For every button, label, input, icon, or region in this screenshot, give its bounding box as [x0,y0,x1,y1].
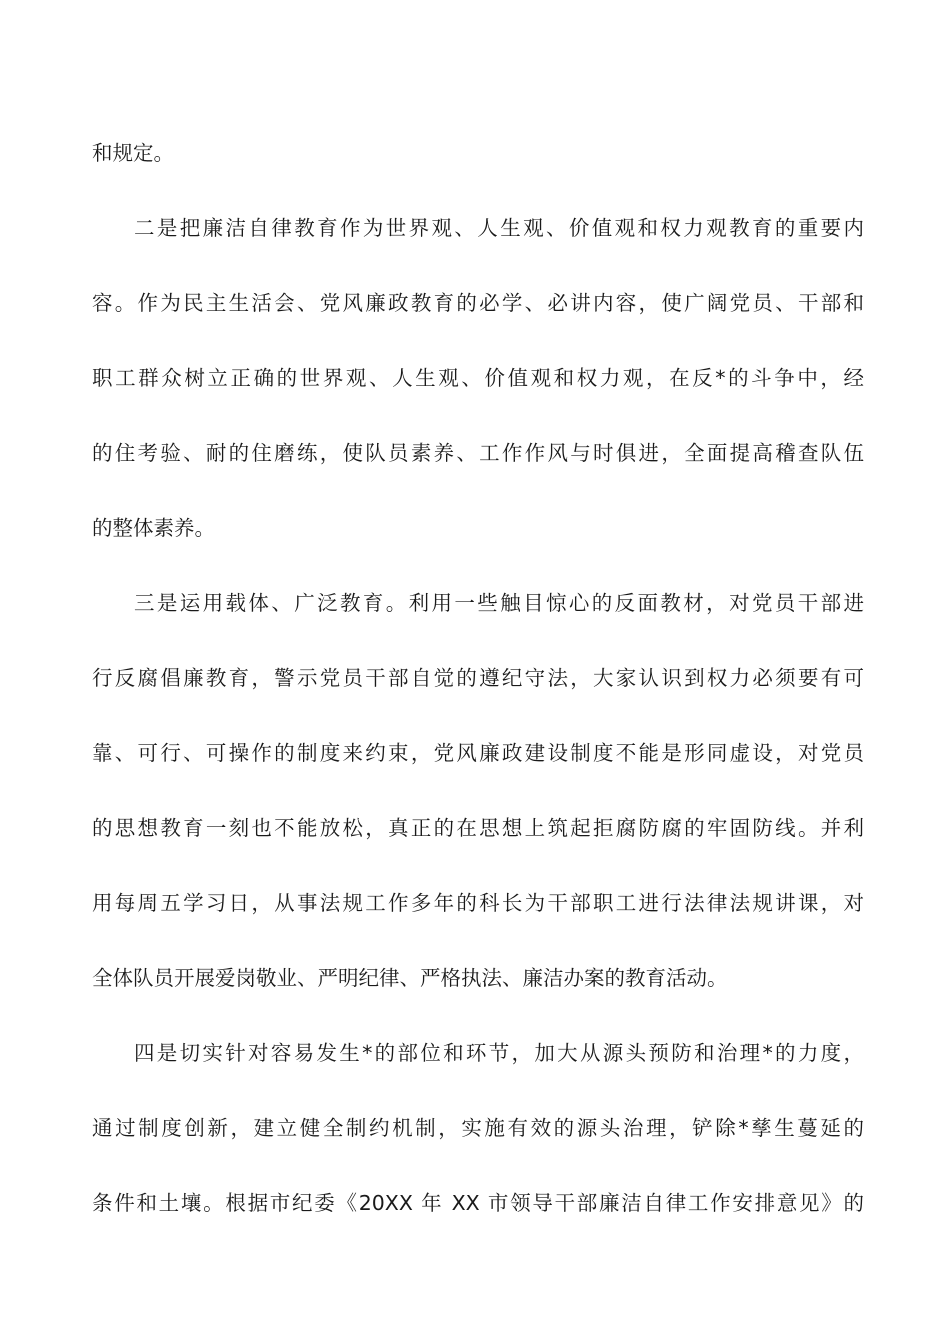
text-line: 的整体素养。 [92,516,215,540]
text-line: 全体队员开展爱岗敬业、严明纪律、严格执法、廉洁办案的教育活动。 [92,966,728,990]
paragraph-first-line: 三是运用载体、广泛教育。利用一些触目惊心的反面教材，对党员干部进 [134,591,864,615]
text-line: 的住考验、耐的住磨练，使队员素养、工作作风与时俱进，全面提高稽查队伍 [92,441,864,465]
text-line: 的思想教育一刻也不能放松，真正的在思想上筑起拒腐防腐的牢固防线。并利 [92,816,864,840]
text-line: 条件和土壤。根据市纪委《20XX 年 XX 市领导干部廉洁自律工作安排意见》的 [92,1191,864,1215]
paragraph-first-line: 四是切实针对容易发生*的部位和环节，加大从源头预防和治理*的力度， [134,1041,864,1065]
text-line: 用每周五学习日，从事法规工作多年的科长为干部职工进行法律法规讲课，对 [92,891,864,915]
text-line: 靠、可行、可操作的制度来约束，党风廉政建设制度不能是形同虚设，对党员 [92,741,864,765]
text-line: 容。作为民主生活会、党风廉政教育的必学、必讲内容，使广阔党员、干部和 [92,291,864,315]
text-line: 行反腐倡廉教育，警示党员干部自觉的遵纪守法，大家认识到权力必须要有可 [92,666,864,690]
text-line: 和规定。 [92,141,174,165]
paragraph-first-line: 二是把廉洁自律教育作为世界观、人生观、价值观和权力观教育的重要内 [134,216,864,240]
text-line: 通过制度创新，建立健全制约机制，实施有效的源头治理，铲除*孳生蔓延的 [92,1116,864,1140]
text-line: 职工群众树立正确的世界观、人生观、价值观和权力观，在反*的斗争中，经 [92,366,864,390]
